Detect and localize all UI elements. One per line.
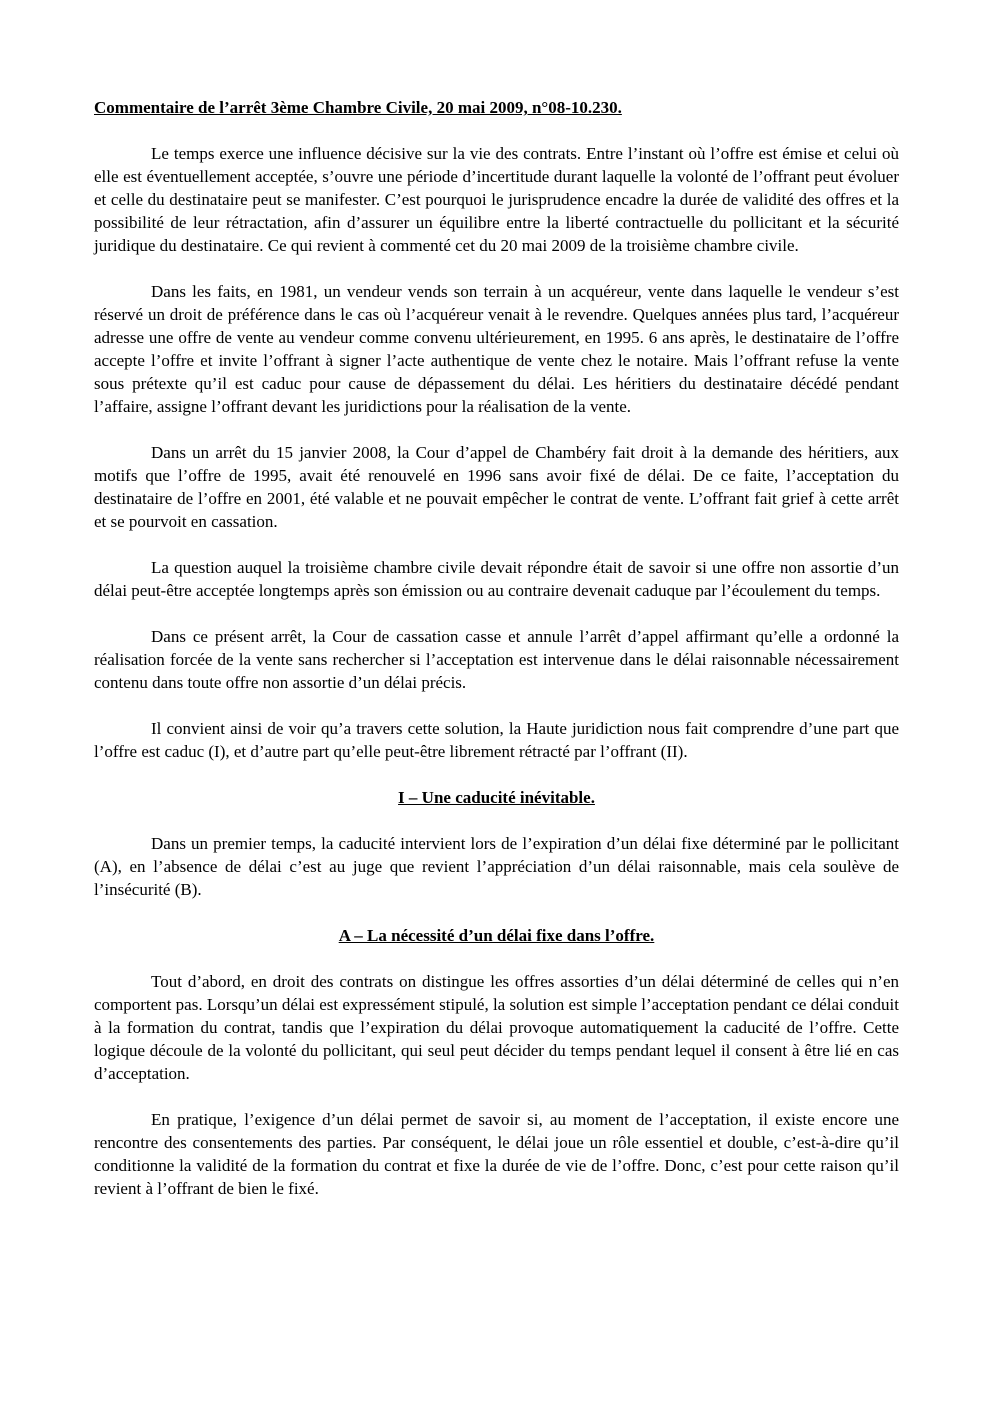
body-paragraph-10: Tout d’abord, en droit des contrats on distingue les offres assorties d’un délai déterminé de celles qui n’en comportent pas. Lorsqu’un délai est expressément stipulé, la solution est simple l’acceptation pendant ce délai conduit à la formation du contrat, tandis que l’expiration du délai provoque automatiquement la caducité de l’offre. Cette logique découle de la volonté du pollicitant, qui seul peut décider du temps pendant lequel il consent à être lié en cas d’acceptation. — [94, 972, 899, 1083]
document-body — [94, 142, 899, 1200]
body-paragraph-4: La question auquel la troisième chambre civile devait répondre était de savoir si une offre non assortie d’un délai peut-être acceptée longtemps après son émission ou au contraire devenait caduque par l’écoulement du temps. — [94, 558, 899, 600]
body-paragraph-8: Dans un premier temps, la caducité intervient lors de l’expiration d’un délai fixe déterminé par le pollicitant (A), en l’absence de délai c’est au juge que revient l’appréciation d’un délai raisonnable, mais cela soulève de l’insécurité (B). — [94, 834, 899, 899]
body-paragraph-1: Le temps exerce une influence décisive sur la vie des contrats. Entre l’instant où l’offre est émise et celui où elle est éventuellement acceptée, s’ouvre une période d’incertitude durant laquelle la volonté de l’offrant peut évoluer et celle du destinataire peut se manifester. C’est pourquoi le jurisprudence encadre la durée de validité des offres et la possibilité de leur rétractation, afin d’assurer un équilibre entre la liberté contractuelle du pollicitant et la sécurité juridique du destinataire. Ce qui revient à commenté cet du 20 mai 2009 de la troisième chambre civile. — [94, 144, 899, 255]
section-heading-9: A – La nécessité d’un délai fixe dans l’offre. — [338, 926, 655, 945]
body-paragraph-11: En pratique, l’exigence d’un délai permet de savoir si, au moment de l’acceptation, il existe encore une rencontre des consentements des parties. Par conséquent, le délai joue un rôle essentiel et double, c’est-à-dire qu’il conditionne la validité de la formation du contrat et fixe la durée de vie de l’offre. Donc, c’est pour cette raison qu’il revient à l’offrant de bien le fixé. — [94, 1110, 899, 1198]
body-paragraph-5: Dans ce présent arrêt, la Cour de cassation casse et annule l’arrêt d’appel affirmant qu’elle a ordonné la réalisation forcée de la vente sans rechercher si l’acceptation est intervenue dans le délai raisonnable nécessairement contenu dans toute offre non assortie d’un délai précis. — [94, 627, 899, 692]
body-paragraph-3: Dans un arrêt du 15 janvier 2008, la Cour d’appel de Chambéry fait droit à la demande des héritiers, aux motifs que l’offre de 1995, avait été renouvelé en 1996 sans avoir fixé de délai. De ce faite, l’acceptation du destinataire de l’offre en 2001, été valable et ne pouvait empêcher le contrat de vente. L’offrant fait grief à cette arrêt et se pourvoit en cassation. — [94, 443, 899, 531]
body-paragraph-6: Il convient ainsi de voir qu’a travers cette solution, la Haute juridiction nous fait comprendre d’une part que l’offre est caduc (I), et d’autre part qu’elle peut-être librement rétracté par l’offrant (II). — [94, 719, 899, 761]
document-title: Commentaire de l’arrêt 3ème Chambre Civile, 20 mai 2009, n°08-10.230. — [94, 98, 622, 117]
body-paragraph-2: Dans les faits, en 1981, un vendeur vends son terrain à un acquéreur, vente dans laquelle le vendeur s’est réservé un droit de préférence dans le cas où l’acquéreur venait à le revendre. Quelques années plus tard, l’acquéreur adresse une offre de vente au vendeur comme convenu ultérieurement, en 1995. 6 ans après, le destinataire de l’offre accepte l’offre et invite l’offrant à signer l’acte authentique de vente chez le notaire. Mais l’offrant refuse la vente sous prétexte qu’il est caduc pour cause de dépassement du délai. Les héritiers du destinataire décédé pendant l’affaire, assigne l’offrant devant les juridictions pour la réalisation de la vente. — [94, 282, 899, 416]
section-heading-7: I – Une caducité inévitable. — [398, 788, 595, 807]
